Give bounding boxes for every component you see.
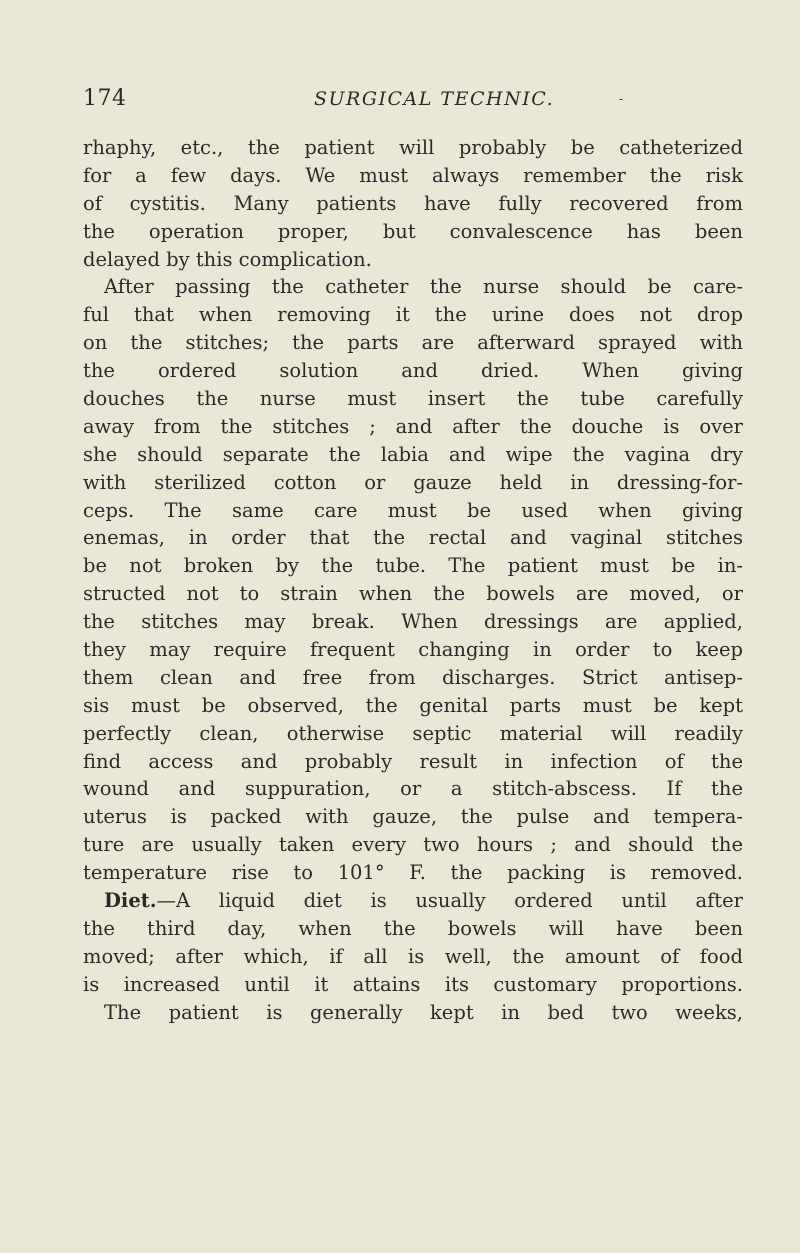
text-line: them clean and free from discharges. Strict antisep- <box>83 665 743 689</box>
text-line: the operation proper, but convalescence has been <box>83 219 743 243</box>
text-line: structed not to strain when the bowels are moved, or <box>83 582 743 606</box>
text-line: be not broken by the tube. The patient must be in- <box>83 554 743 578</box>
text-line: the third day, when the bowels will have been <box>83 916 743 940</box>
text-line: temperature rise to 101° F. the packing is removed. <box>83 861 743 885</box>
text-line: the stitches may break. When dressings are applied, <box>83 610 743 634</box>
diet-heading: Diet. <box>104 889 157 913</box>
text-line: ture are usually taken every two hours ; and should the <box>83 833 743 857</box>
text-line: After passing the catheter the nurse should be care- <box>104 275 743 299</box>
text-line: find access and probably result in infection of the <box>83 749 743 773</box>
diet-line-text: —A liquid diet is usually ordered until after <box>156 889 743 913</box>
text-line: ful that when removing it the urine does not drop <box>83 303 743 327</box>
text-line: perfectly clean, otherwise septic material will readily <box>83 721 743 745</box>
text-line: uterus is packed with gauze, the pulse and tempera- <box>83 805 743 829</box>
text-line: wound and suppuration, or a stitch-abscess. If the <box>83 777 743 801</box>
text-line: they may require frequent changing in order to keep <box>83 638 743 662</box>
text-line: the ordered solution and dried. When giving <box>83 359 743 383</box>
text-line: is increased until it attains its customary proportions. <box>83 972 743 996</box>
text-line: for a few days. We must always remember the risk <box>83 163 743 187</box>
text-line: rhaphy, etc., the patient will probably be catheterized <box>83 136 743 159</box>
text-line: delayed by this complication. <box>83 247 372 271</box>
running-head <box>83 86 743 116</box>
page-number: 174 <box>83 86 127 111</box>
text-line: enemas, in order that the rectal and vaginal stitches <box>83 526 743 550</box>
text-line: with sterilized cotton or gauze held in dressing-for- <box>83 470 743 494</box>
text-line: away from the stitches ; and after the douche is over <box>83 414 743 438</box>
diet-paragraph-start <box>83 887 743 915</box>
page-header-title: SURGICAL TECHNIC. <box>314 88 555 110</box>
text-line: sis must be observed, the genital parts must be kept <box>83 693 743 717</box>
text-line: on the stitches; the parts are afterward sprayed with <box>83 331 743 355</box>
text-line: moved; after which, if all is well, the amount of food <box>83 944 743 968</box>
text-line: douches the nurse must insert the tube carefully <box>83 387 743 411</box>
text-line: ceps. The same care must be used when giving <box>83 498 743 522</box>
body-text <box>83 134 743 1027</box>
text-line: of cystitis. Many patients have fully recovered from <box>83 191 743 215</box>
text-line: she should separate the labia and wipe the vagina dry <box>83 442 743 466</box>
text-line: The patient is generally kept in bed two weeks, <box>104 1000 743 1024</box>
stray-mark: - <box>619 92 624 106</box>
